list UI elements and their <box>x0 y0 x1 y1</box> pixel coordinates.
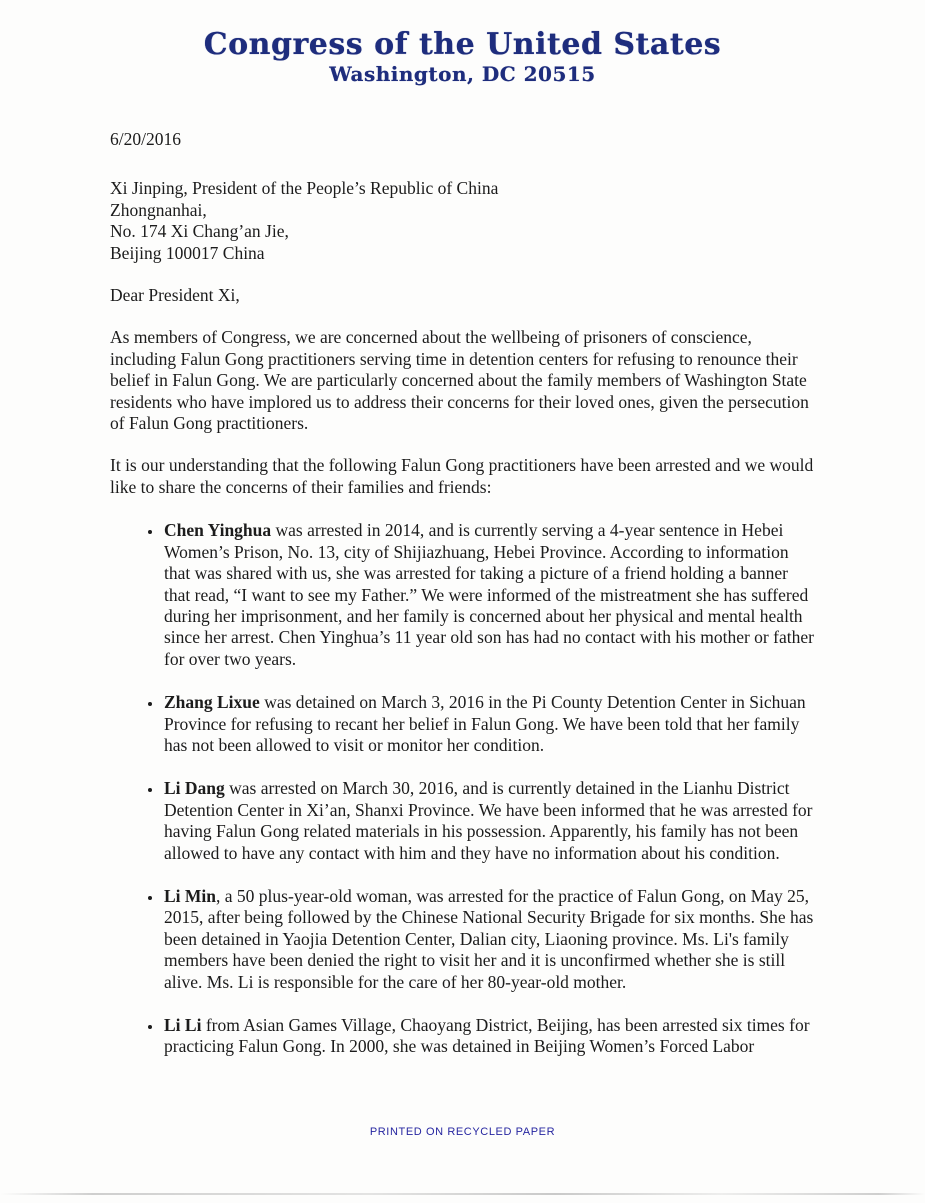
letterhead-address: Washington, DC 20515 <box>329 62 596 86</box>
practitioner-name: Zhang Lixue <box>164 692 260 713</box>
list-item <box>163 778 818 864</box>
letter-date: 6/20/2016 <box>110 129 181 149</box>
practitioner-detail: was arrested in 2014, and is currently serving a 4-year sentence in Hebei Women’s Prison, No. 13, city of Shijiazhuang, Hebei Province. According to information that was shared with us, she was arrested for taking a picture of a friend holding a banner that read, “I want to see my Father.” We were informed of the mistreatment she has suffered during her imprisonment, and her family is concerned about her physical and mental health since her arrest. Chen Yinghua’s 11 year old son has had no contact with his mother or father for over two years. <box>164 520 814 669</box>
letterhead-title: Congress of the United States <box>203 27 722 62</box>
list-item <box>163 1015 818 1058</box>
practitioner-list <box>110 520 818 1058</box>
recipient-line: Xi Jinping, President of the People’s Republic of China <box>110 178 499 199</box>
recycled-paper-notice: PRINTED ON RECYCLED PAPER <box>369 1126 556 1138</box>
letter-body <box>110 129 818 1058</box>
recipient-line: Zhongnanhai, <box>110 199 207 220</box>
list-item <box>163 886 818 993</box>
salutation: Dear President Xi, <box>110 285 240 306</box>
recipient-address-block <box>110 178 818 264</box>
practitioner-name: Li Li <box>164 1015 202 1035</box>
recipient-line: Beijing 100017 China <box>110 242 265 263</box>
practitioner-detail: was detained on March 3, 2016 in the Pi County Detention Center in Sichuan Province for refusing to recant her belief in Falun Gong. We have been told that her family has not been allowed to visit or monitor her condition. <box>164 692 806 755</box>
practitioner-name: Li Min <box>164 885 217 906</box>
practitioner-name: Chen Yinghua <box>164 520 272 541</box>
letterhead <box>0 0 925 87</box>
practitioner-name: Li Dang <box>164 778 225 799</box>
list-item <box>163 692 818 756</box>
paragraph-concern: As members of Congress, we are concerned about the wellbeing of prisoners of conscience, including Falun Gong practitioners serving time in detention centers for refusing to renounce their belief in Falun Gong. We are particularly concerned about the family members of Washington State residents who have implored us to address their concerns for their loved ones, given the persecution of Falun Gong practitioners. <box>110 327 809 434</box>
scan-edge-artifact <box>0 1193 925 1195</box>
practitioner-detail: from Asian Games Village, Chaoyang District, Beijing, has been arrested six times for practicing Falun Gong. In 2000, she was detained in Beijing Women’s Forced Labor <box>164 1015 810 1057</box>
practitioner-detail: was arrested on March 30, 2016, and is currently detained in the Lianhu District Detention Center in Xi’an, Shanxi Province. We have been informed that he was arrested for having Falun Gong related materials in his possession. Apparently, his family has not been allowed to have any contact with him and they have no information about his condition. <box>164 778 813 863</box>
paragraph-intro-list: It is our understanding that the following Falun Gong practitioners have been arrested and we would like to share the concerns of their families and friends: <box>110 455 814 497</box>
list-item <box>163 520 818 670</box>
practitioner-detail: , a 50 plus-year-old woman, was arrested for the practice of Falun Gong, on May 25, 2015, after being followed by the Chinese National Security Brigade for six months. She has been detained in Yaojia Detention Center, Dalian city, Liaoning province. Ms. Li's family members have been denied the right to visit her and it is unconfirmed whether she is still alive. Ms. Li is responsible for the care of her 80-year-old mother. <box>164 885 814 992</box>
recipient-line: No. 174 Xi Chang’an Jie, <box>110 221 289 242</box>
